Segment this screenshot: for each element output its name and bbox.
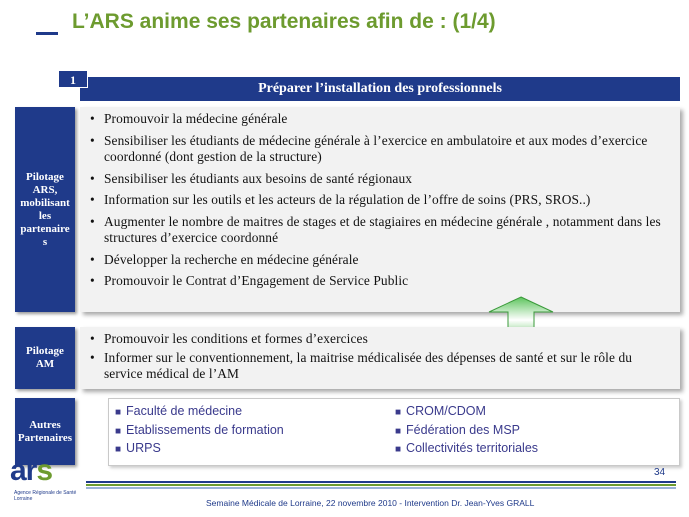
list-item: [88, 133, 672, 166]
list-item-text: URPS: [126, 441, 161, 455]
bullet-icon: •: [90, 192, 95, 207]
list-item: [88, 252, 672, 269]
list-item-text: Fédération des MSP: [406, 422, 520, 437]
group-label-pilotage-am: [15, 327, 75, 389]
list-item-text: Collectivités territoriales: [406, 441, 539, 455]
bullet-icon: •: [90, 170, 95, 186]
list-item: [115, 440, 284, 459]
square-bullet-icon: ■: [395, 425, 402, 437]
section-header: Préparer l’installation des professionnels: [80, 77, 680, 101]
list-item: [395, 403, 538, 422]
bullet-icon: •: [90, 273, 95, 288]
square-bullet-icon: ■: [115, 425, 122, 437]
list-item: [115, 422, 284, 441]
footer-text: Semaine Médicale de Lorraine, 22 novembre 2010 - Intervention Dr. Jean-Yves GRALL: [206, 498, 535, 508]
slide-title: L’ARS anime ses partenaires afin de : (1/4): [72, 10, 496, 33]
list-item: [115, 403, 284, 422]
list-item-text: Augmenter le nombre de maitres de stages et de stagiaires en médecine générale , notamment dans les structures d’exercice coordonné: [104, 213, 661, 245]
bullet-list: [88, 111, 672, 290]
list-item-text: CROM/CDOM: [406, 404, 486, 418]
bullet-icon: •: [90, 251, 95, 267]
list-item-text: Information sur les outils et les acteurs de la régulation de l’offre de soins (PRS, SROS..): [104, 192, 591, 207]
bullet-icon: •: [90, 213, 95, 229]
title-dash: [36, 32, 58, 35]
group-box-pilotage-am: [80, 327, 680, 389]
logo-subtitle: Agence Régionale de Santé Lorraine: [14, 490, 77, 502]
list-item: [395, 422, 538, 441]
bullet-icon: •: [90, 331, 95, 346]
list-item: [88, 331, 672, 348]
footer-divider: [86, 481, 676, 491]
list-item-text: Faculté de médecine: [126, 404, 243, 418]
list-item-text: Sensibiliser les étudiants de médecine générale à l’exercice en ambulatoire et aux modes d’exercice coordonné (dont gestion de la structure): [104, 132, 648, 164]
list-item-text: Promouvoir les conditions et formes d’exercices: [104, 331, 368, 346]
bullet-list: [88, 331, 672, 383]
group-label-text: Pilotage AM: [26, 345, 64, 370]
list-item-text: Sensibiliser les étudiants aux besoins de santé régionaux: [104, 170, 413, 186]
square-bullet-icon: ■: [395, 444, 402, 455]
list-item-text: Développer la recherche en médecine générale: [104, 251, 359, 267]
square-bullet-icon: ■: [115, 407, 122, 418]
bullet-icon: •: [90, 132, 95, 148]
list-item: [88, 214, 672, 247]
ars-logo: [10, 454, 90, 505]
page-number: 34: [654, 467, 666, 478]
list-item: [88, 111, 672, 128]
group-box-autres-partenaires: [108, 398, 680, 466]
list-item-text: Promouvoir le Contrat d’Engagement de Service Public: [104, 273, 409, 288]
square-bullet-icon: ■: [115, 444, 122, 455]
list-item-text: Promouvoir la médecine générale: [104, 111, 288, 126]
list-item: [88, 171, 672, 188]
list-item: [88, 192, 672, 209]
list-item: [88, 273, 672, 290]
list-item-text: Etablissements de formation: [126, 422, 284, 437]
partners-right-column: [395, 403, 538, 459]
group-box-pilotage-ars: [80, 107, 680, 312]
group-label-pilotage-ars: [15, 107, 75, 312]
list-item-text: Informer sur le conventionnement, la maitrise médicalisée des dépenses de santé et sur le rôle du service médical de l’AM: [104, 349, 633, 381]
section-number-badge: 1: [58, 70, 88, 88]
group-label-text: Autres Partenaires: [17, 418, 73, 444]
partners-left-column: [115, 403, 284, 459]
square-bullet-icon: ■: [395, 407, 402, 418]
bullet-icon: •: [90, 111, 95, 126]
logo-wordmark: ars: [10, 454, 53, 487]
list-item: [88, 350, 672, 383]
list-item: [395, 440, 538, 459]
bullet-icon: •: [90, 349, 95, 365]
group-label-text: Pilotage ARS, mobilisant les partenaire s: [20, 170, 70, 248]
